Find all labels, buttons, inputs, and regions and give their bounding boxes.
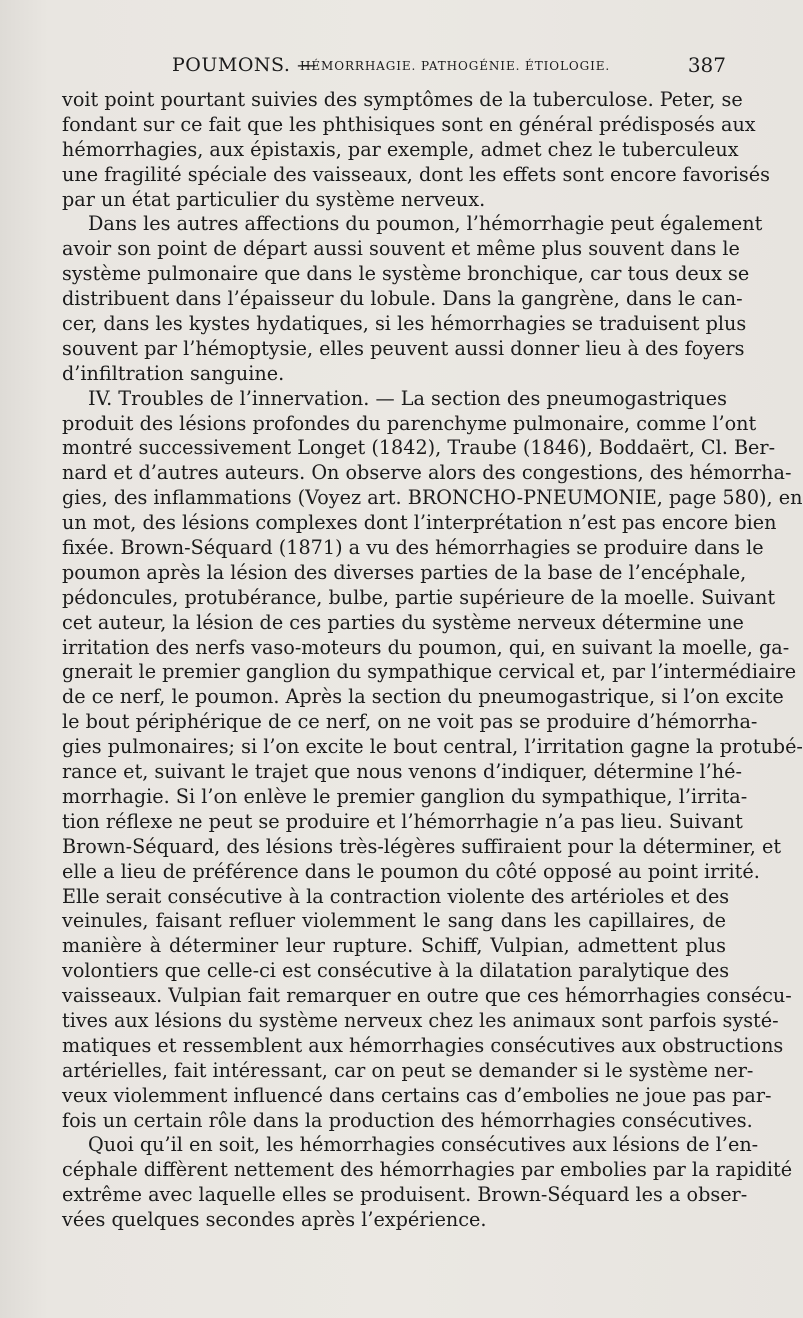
text-line: par un état particulier du système nerveux. [62,187,486,211]
text-line: manière à déterminer leur rupture. Schiff, Vulpian, admettent plus [62,934,726,958]
text-line: souvent par l’hémoptysie, elles peuvent aussi donner lieu à des foyers [62,336,745,360]
text-line: morrhagie. Si l’on enlève le premier ganglion du sympathique, l’irrita- [62,784,748,808]
page-number: 387 [687,53,726,77]
text-line: rance et, suivant le trajet que nous venons d’indiquer, détermine l’hé- [62,760,742,784]
text-line: pédoncules, protubérance, bulbe, partie supérieure de la moelle. Suivant [62,585,776,609]
text-line: une fragilité spéciale des vaisseaux, dont les effets sont encore favorisés [62,162,770,186]
text-line: irritation des nerfs vaso-moteurs du poumon, qui, en suivant la moelle, ga- [62,635,790,659]
text-line: tives aux lésions du système nerveux chez les animaux sont parfois systé- [62,1008,779,1032]
text-line: avoir son point de départ aussi souvent et même plus souvent dans le [62,237,740,261]
text-line: veux violemment influencé dans certains cas d’embolies ne joue pas par- [62,1083,772,1107]
text-line: Dans les autres affections du poumon, l’hémorrhagie peut également [88,212,763,236]
text-line: IV. Troubles de l’innervation. — La section des pneumogastriques [88,386,727,410]
text-line: fois un certain rôle dans la production des hémorrhagies consécutives. [62,1108,753,1132]
text-line: fixée. Brown-Séquard (1871) a vu des hémorrhagies se produire dans le [62,536,764,560]
text-line: voit point pourtant suivies des symptômes de la tuberculose. Peter, se [62,88,743,111]
text-line: elle a lieu de préférence dans le poumon du côté opposé au point irrité. [62,859,760,883]
text-line: un mot, des lésions complexes dont l’interprétation n’est pas encore bien [62,511,777,535]
text-line: gies pulmonaires; si l’on excite le bout central, l’irritation gagne la protubé- [62,735,803,759]
text-line: fondant sur ce fait que les phthisiques sont en général prédisposés aux [62,112,756,136]
text-line: tion réflexe ne peut se produire et l’hémorrhagie n’a pas lieu. Suivant [62,809,743,833]
text-line: volontiers que celle-ci est consécutive à la dilatation paralytique des [62,959,730,983]
text-line: d’infiltration sanguine. [62,361,285,385]
text-line: produit des lésions profondes du parenchyme pulmonaire, comme l’ont [62,411,757,435]
text-line: céphale diffèrent nettement des hémorrhagies par embolies par la rapidité [62,1158,793,1182]
text-line: gies, des inflammations (Voyez art. BRONCHO-PNEUMONIE, page 580), en [62,486,803,510]
text-line: extrême avec laquelle elles se produisent. Brown-Séquard les a obser- [62,1183,748,1207]
text-line: gnerait le premier ganglion du sympathique cervical et, par l’intermédiaire [62,660,797,684]
text-line: nard et d’autres auteurs. On observe alors des congestions, des hémorrha- [62,461,792,485]
text-line: artérielles, fait intéressant, car on peut se demander si le système ner- [62,1058,754,1082]
text-line: système pulmonaire que dans le système bronchique, car tous deux se [62,262,750,286]
text-line: vées quelques secondes après l’expérience. [62,1208,487,1232]
text-line: poumon après la lésion des diverses parties de la base de l’encéphale, [62,560,747,584]
running-head-title: POUMONS. — [172,54,317,76]
body-text [62,88,803,1233]
text-line: cet auteur, la lésion de ces parties du système nerveux détermine une [62,610,744,634]
text-line: le bout périphérique de ce nerf, on ne voit pas se produire d’hémorrha- [62,710,758,734]
text-line: distribuent dans l’épaisseur du lobule. Dans la gangrène, dans le can- [62,287,743,311]
text-line: vaisseaux. Vulpian fait remarquer en outre que ces hémorrhagies consécu- [62,984,792,1008]
text-line: veinules, faisant refluer violemment le sang dans les capillaires, de [62,909,726,933]
text-line: de ce nerf, le poumon. Après la section du pneumogastrique, si l’on excite [62,685,784,709]
text-line: hémorrhagies, aux épistaxis, par exemple, admet chez le tuberculeux [62,137,739,161]
text-line: montré successivement Longet (1842), Traube (1846), Boddaërt, Cl. Ber- [62,436,776,460]
running-head-subtitle: HÉMORRHAGIE. PATHOGÉNIE. ÉTIOLOGIE. [300,59,611,73]
text-line: Quoi qu’il en soit, les hémorrhagies consécutives aux lésions de l’en- [88,1133,759,1157]
text-line: Brown-Séquard, des lésions très-légères suffiraient pour la déterminer, et [62,834,782,858]
text-line: cer, dans les kystes hydatiques, si les hémorrhagies se traduisent plus [62,312,747,336]
running-head [62,52,726,78]
text-line: matiques et ressemblent aux hémorrhagies consécutives aux obstructions [62,1033,784,1057]
text-line: Elle serait consécutive à la contraction violente des artérioles et des [62,884,730,908]
